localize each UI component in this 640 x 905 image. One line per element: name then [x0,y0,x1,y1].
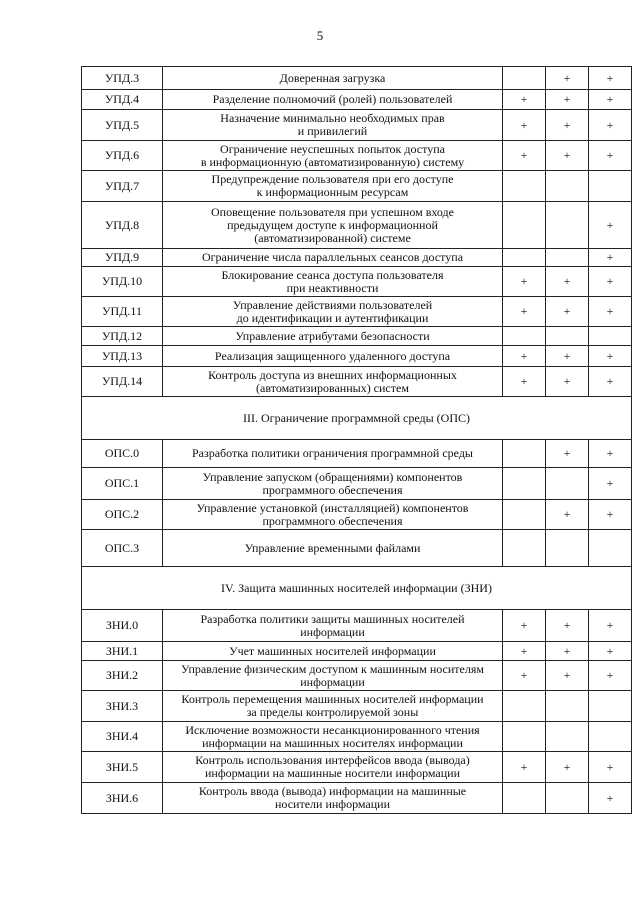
table-row [82,752,632,783]
level-mark-3: + [589,661,632,691]
level-mark-3: + [589,141,632,171]
measure-name: Управление установкой (инсталляцией) компонентов программного обеспечения [163,500,503,530]
table-row [82,661,632,691]
measure-name: Предупреждение пользователя при его доступе к информационным ресурсам [163,171,503,202]
measure-name: Разработка политики защиты машинных носителей информации [163,610,503,642]
measure-name: Контроль использования интерфейсов ввода (вывода) информации на машинные носители информации [163,752,503,783]
table-row [82,327,632,346]
level-mark-3: + [589,90,632,110]
level-mark-3: + [589,367,632,397]
level-mark-2 [546,202,589,249]
measure-code: ЗНИ.2 [82,661,163,691]
measure-name: Ограничение неуспешных попыток доступа в информационную (автоматизированную) систему [163,141,503,171]
level-mark-1 [503,468,546,500]
level-mark-2 [546,249,589,267]
table-row [82,249,632,267]
measure-code: ЗНИ.4 [82,722,163,752]
level-mark-2: + [546,367,589,397]
level-mark-2: + [546,297,589,327]
level-mark-3: + [589,468,632,500]
measure-name: Управление физическим доступом к машинным носителям информации [163,661,503,691]
measure-name: Ограничение числа параллельных сеансов доступа [163,249,503,267]
level-mark-2 [546,691,589,722]
measure-code: ЗНИ.3 [82,691,163,722]
table-row [82,171,632,202]
level-mark-1 [503,249,546,267]
measure-name: Блокирование сеанса доступа пользователя при неактивности [163,267,503,297]
level-mark-2: + [546,67,589,90]
measure-code: ЗНИ.0 [82,610,163,642]
table-row [82,642,632,661]
measure-code: УПД.11 [82,297,163,327]
level-mark-1: + [503,267,546,297]
table-row [82,530,632,567]
level-mark-1: + [503,752,546,783]
measure-name: Разделение полномочий (ролей) пользователей [163,90,503,110]
measure-code: ЗНИ.1 [82,642,163,661]
level-mark-2 [546,327,589,346]
level-mark-3 [589,691,632,722]
table-row [82,367,632,397]
level-mark-3: + [589,346,632,367]
level-mark-3: + [589,610,632,642]
section-title: IV. Защита машинных носителей информации (ЗНИ) [82,567,632,610]
table-row [82,110,632,141]
level-mark-3: + [589,249,632,267]
section-title: III. Ограничение программной среды (ОПС) [82,397,632,440]
level-mark-1: + [503,90,546,110]
level-mark-2 [546,530,589,567]
table-body [82,67,632,814]
level-mark-2 [546,468,589,500]
level-mark-1: + [503,110,546,141]
level-mark-3: + [589,110,632,141]
measure-name: Назначение минимально необходимых прав и привилегий [163,110,503,141]
table-row [82,202,632,249]
measure-name: Контроль ввода (вывода) информации на машинные носители информации [163,783,503,814]
level-mark-1: + [503,367,546,397]
measure-code: ОПС.3 [82,530,163,567]
level-mark-2: + [546,610,589,642]
level-mark-1 [503,440,546,468]
table-row [82,346,632,367]
level-mark-1: + [503,661,546,691]
measure-name: Управление временными файлами [163,530,503,567]
table-row [82,440,632,468]
level-mark-3 [589,722,632,752]
level-mark-1 [503,202,546,249]
level-mark-3: + [589,783,632,814]
table-row [82,691,632,722]
level-mark-1 [503,500,546,530]
measure-code: УПД.12 [82,327,163,346]
measure-code: УПД.8 [82,202,163,249]
section-header-row [82,397,632,440]
measure-name: Реализация защищенного удаленного доступа [163,346,503,367]
measure-code: ОПС.2 [82,500,163,530]
level-mark-2 [546,722,589,752]
table-row [82,610,632,642]
level-mark-2: + [546,752,589,783]
measure-code: УПД.14 [82,367,163,397]
table-row [82,722,632,752]
measure-code: ЗНИ.6 [82,783,163,814]
measure-code: УПД.6 [82,141,163,171]
level-mark-2 [546,783,589,814]
level-mark-1: + [503,610,546,642]
measure-code: УПД.13 [82,346,163,367]
level-mark-1: + [503,297,546,327]
level-mark-1 [503,783,546,814]
table-row [82,297,632,327]
level-mark-2: + [546,141,589,171]
level-mark-1 [503,67,546,90]
level-mark-3: + [589,752,632,783]
measure-code: ОПС.0 [82,440,163,468]
level-mark-3 [589,530,632,567]
level-mark-3: + [589,440,632,468]
measure-name: Контроль перемещения машинных носителей информации за пределы контролируемой зоны [163,691,503,722]
measure-name: Оповещение пользователя при успешном входе предыдущем доступе к информационной (автоматизированной) системе [163,202,503,249]
level-mark-2: + [546,346,589,367]
level-mark-2: + [546,642,589,661]
measure-name: Контроль доступа из внешних информационных (автоматизированных) систем [163,367,503,397]
level-mark-1 [503,691,546,722]
level-mark-1 [503,530,546,567]
level-mark-3 [589,327,632,346]
measure-name: Доверенная загрузка [163,67,503,90]
level-mark-2: + [546,267,589,297]
level-mark-3: + [589,642,632,661]
level-mark-2: + [546,661,589,691]
page-number: 5 [316,28,324,43]
measure-name: Учет машинных носителей информации [163,642,503,661]
level-mark-3 [589,171,632,202]
section-header-row [82,567,632,610]
level-mark-1 [503,327,546,346]
measure-code: ОПС.1 [82,468,163,500]
measure-code: УПД.10 [82,267,163,297]
level-mark-3: + [589,267,632,297]
table-row [82,468,632,500]
level-mark-3: + [589,202,632,249]
measure-name: Управление действиями пользователей до идентификации и аутентификации [163,297,503,327]
table-row [82,267,632,297]
level-mark-3: + [589,297,632,327]
measure-name: Управление атрибутами безопасности [163,327,503,346]
measure-code: ЗНИ.5 [82,752,163,783]
table-row [82,500,632,530]
measure-name: Исключение возможности несанкционированного чтения информации на машинных носителях информации [163,722,503,752]
level-mark-1: + [503,141,546,171]
table-row [82,783,632,814]
measure-name: Разработка политики ограничения программной среды [163,440,503,468]
level-mark-3: + [589,500,632,530]
level-mark-2 [546,171,589,202]
measure-name: Управление запуском (обращениями) компонентов программного обеспечения [163,468,503,500]
level-mark-1 [503,722,546,752]
measure-code: УПД.3 [82,67,163,90]
level-mark-1 [503,171,546,202]
level-mark-2: + [546,110,589,141]
measure-code: УПД.9 [82,249,163,267]
measure-code: УПД.7 [82,171,163,202]
table-row [82,90,632,110]
table-row [82,141,632,171]
measure-code: УПД.4 [82,90,163,110]
level-mark-1: + [503,642,546,661]
level-mark-3: + [589,67,632,90]
level-mark-2: + [546,90,589,110]
measure-code: УПД.5 [82,110,163,141]
level-mark-1: + [503,346,546,367]
security-measures-table [81,66,632,814]
level-mark-2: + [546,500,589,530]
table-row [82,67,632,90]
level-mark-2: + [546,440,589,468]
